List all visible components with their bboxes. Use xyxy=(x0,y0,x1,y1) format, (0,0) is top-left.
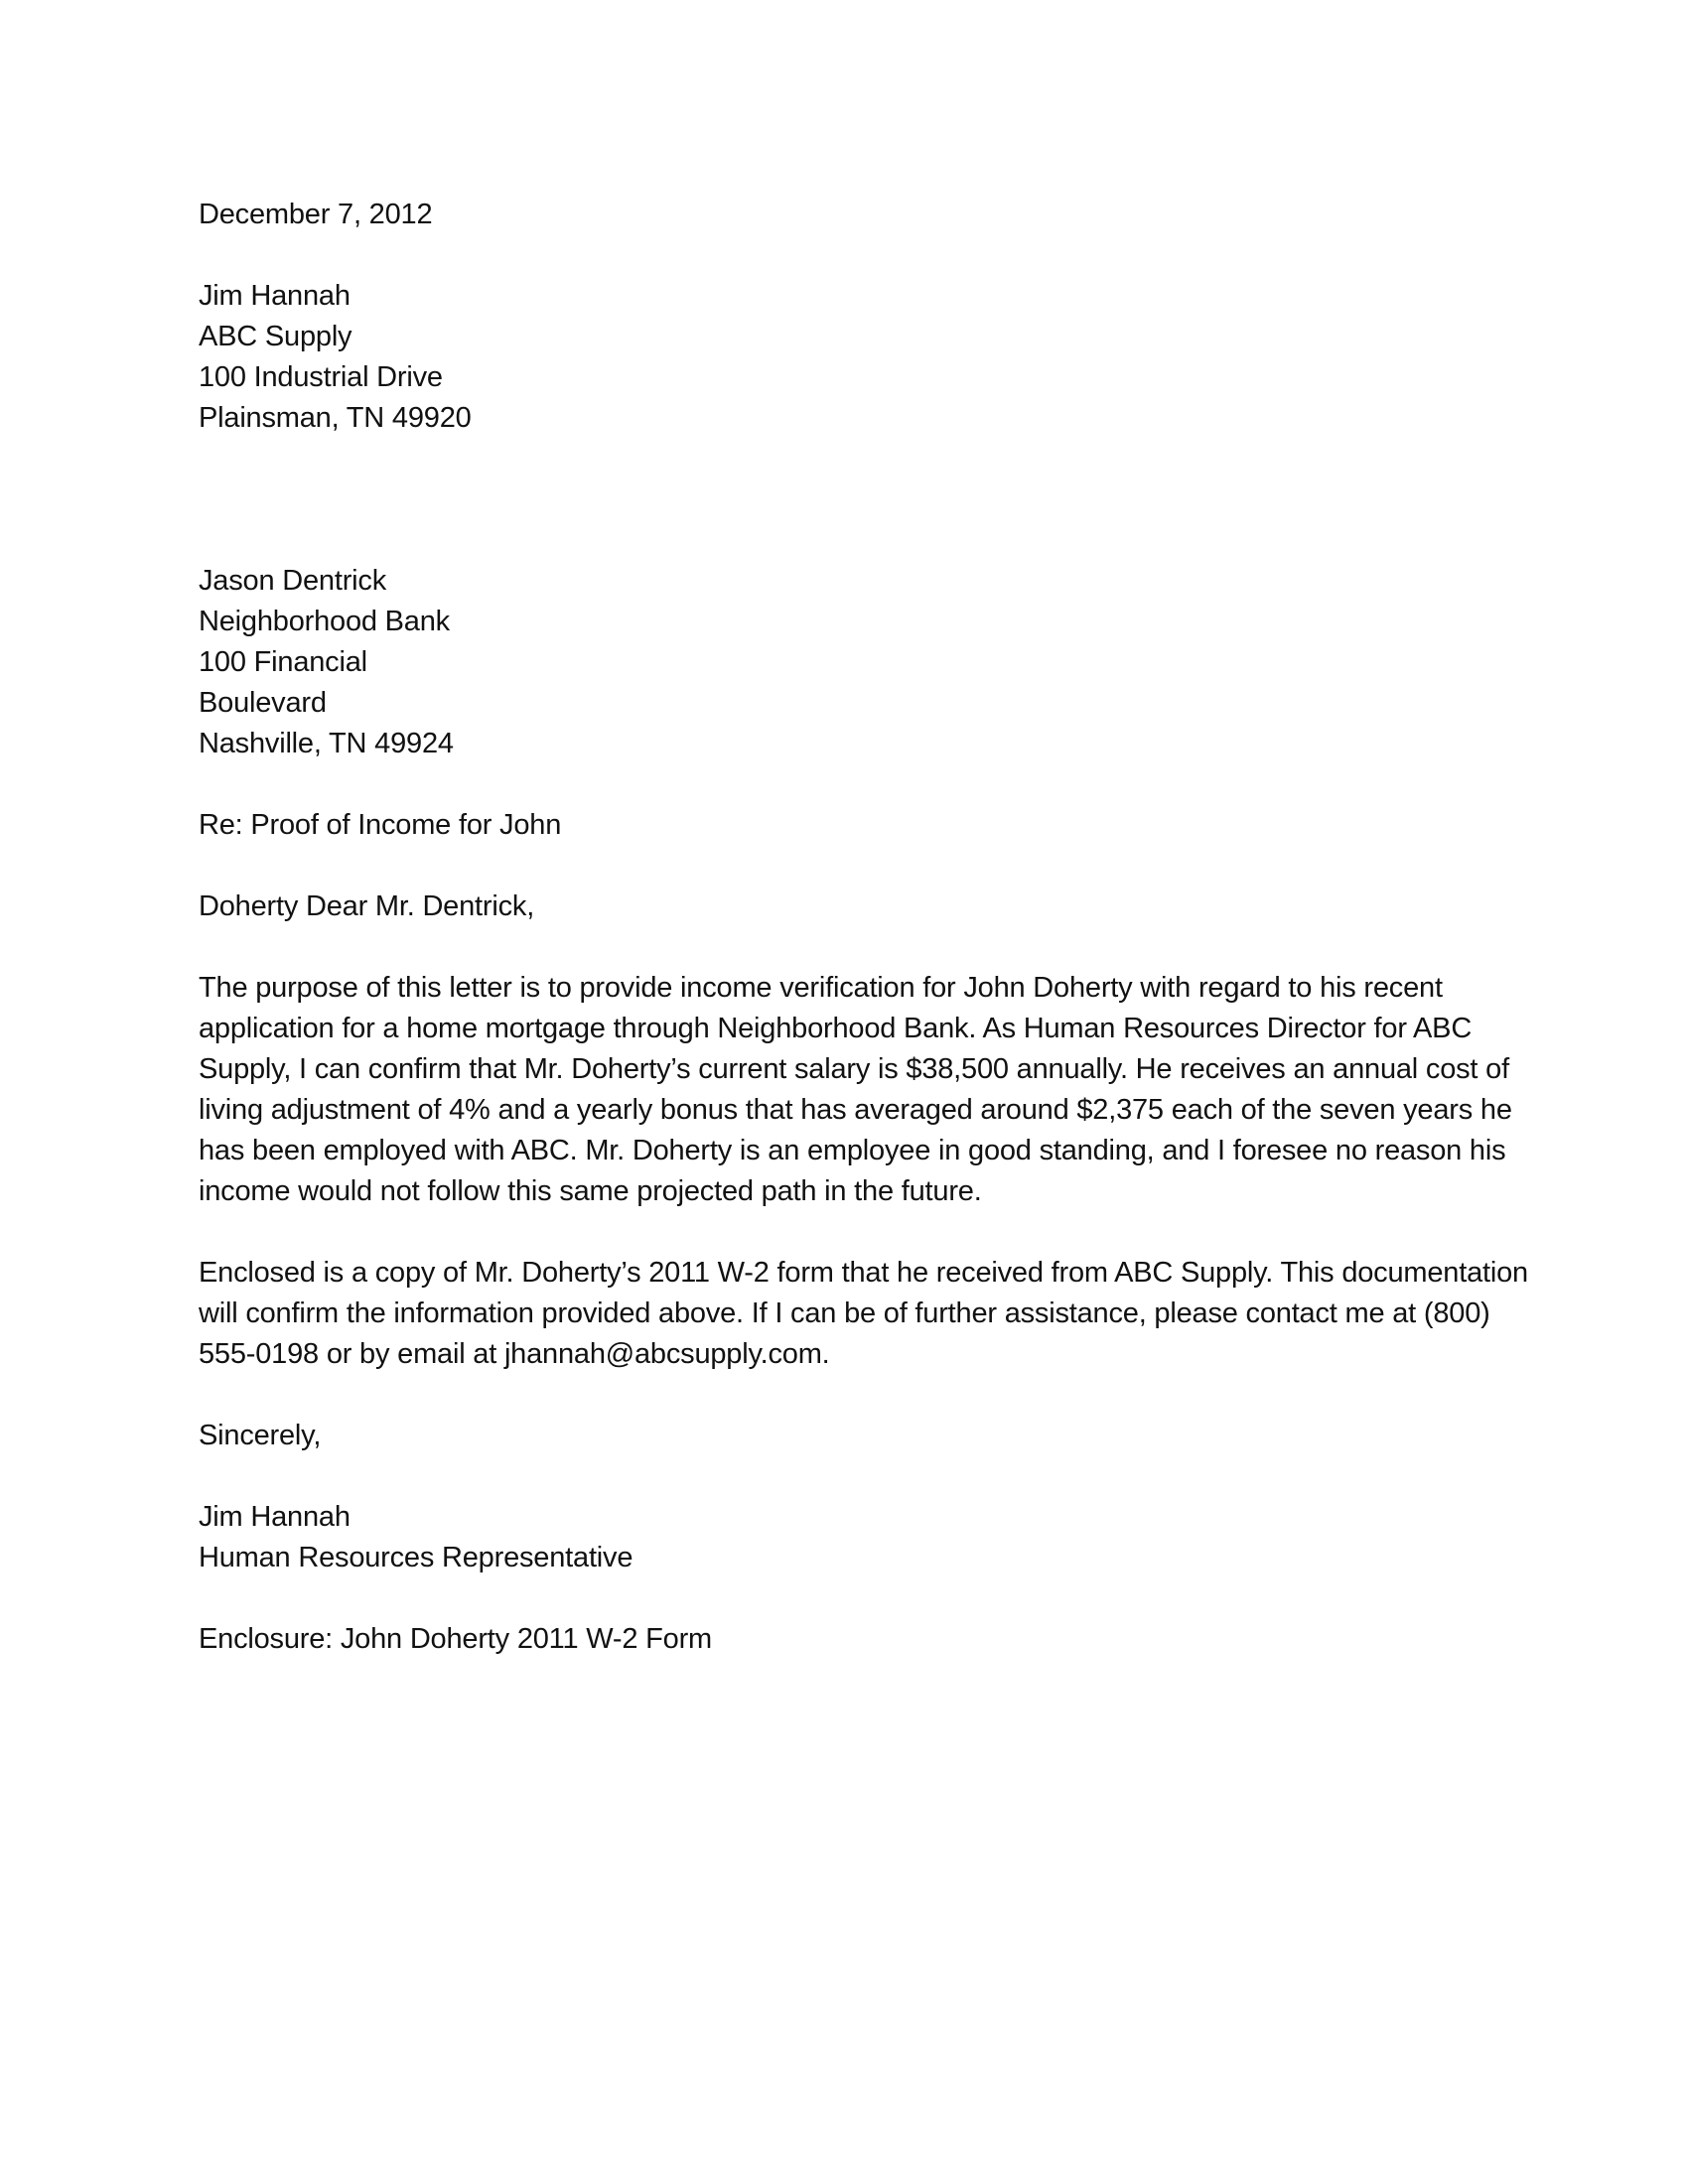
paragraph-enclosure-contact xyxy=(199,1253,1528,1375)
paragraph-line: The purpose of this letter is to provide income verification for John Doherty with regard to his recent xyxy=(199,972,1443,1004)
subject-text: Re: Proof of Income for John xyxy=(199,809,562,841)
signature-block xyxy=(199,1497,1509,1578)
recipient-street-1: 100 Financial xyxy=(199,646,367,678)
sender-street: 100 Industrial Drive xyxy=(199,361,443,393)
recipient-address xyxy=(199,561,1509,764)
sender-address xyxy=(199,276,1509,439)
letter-date xyxy=(199,195,1509,235)
paragraph-line: Enclosed is a copy of Mr. Doherty’s 2011 W-2 form that he received from ABC Supply. This documentation xyxy=(199,1257,1528,1289)
paragraph-line: application for a home mortgage through Neighborhood Bank. As Human Resources Director for ABC xyxy=(199,1013,1473,1044)
closing xyxy=(199,1416,1509,1456)
sender-company: ABC Supply xyxy=(199,321,352,352)
salutation xyxy=(199,887,1509,927)
paragraph-line: has been employed with ABC. Mr. Doherty is an employee in good standing, and I foresee no reason his xyxy=(199,1135,1506,1166)
subject-line xyxy=(199,805,1509,846)
enclosure-note xyxy=(199,1619,1509,1660)
letter-body xyxy=(199,195,1528,1660)
recipient-company: Neighborhood Bank xyxy=(199,606,450,637)
date-text: December 7, 2012 xyxy=(199,199,433,230)
paragraph-line: Supply, I can confirm that Mr. Doherty’s current salary is $38,500 annually. He receives an annual cost of xyxy=(199,1053,1509,1085)
closing-text: Sincerely, xyxy=(199,1420,322,1451)
paragraph-line: 555-0198 or by email at jhannah@abcsupply.com. xyxy=(199,1338,830,1370)
paragraph-income-verification xyxy=(199,968,1512,1212)
recipient-street-2: Boulevard xyxy=(199,687,327,719)
sender-city: Plainsman, TN 49920 xyxy=(199,402,472,434)
recipient-name: Jason Dentrick xyxy=(199,565,386,597)
sender-name: Jim Hannah xyxy=(199,280,351,312)
signer-title: Human Resources Representative xyxy=(199,1542,633,1573)
paragraph-line: income would not follow this same projected path in the future. xyxy=(199,1175,982,1207)
paragraph-line: living adjustment of 4% and a yearly bonus that has averaged around $2,375 each of the seven years he xyxy=(199,1094,1512,1126)
enclosure-text: Enclosure: John Doherty 2011 W-2 Form xyxy=(199,1623,712,1655)
salutation-text: Doherty Dear Mr. Dentrick, xyxy=(199,890,535,922)
paragraph-line: will confirm the information provided above. If I can be of further assistance, please contact me at (800) xyxy=(199,1297,1490,1329)
recipient-city: Nashville, TN 49924 xyxy=(199,728,454,759)
signer-name: Jim Hannah xyxy=(199,1501,351,1533)
